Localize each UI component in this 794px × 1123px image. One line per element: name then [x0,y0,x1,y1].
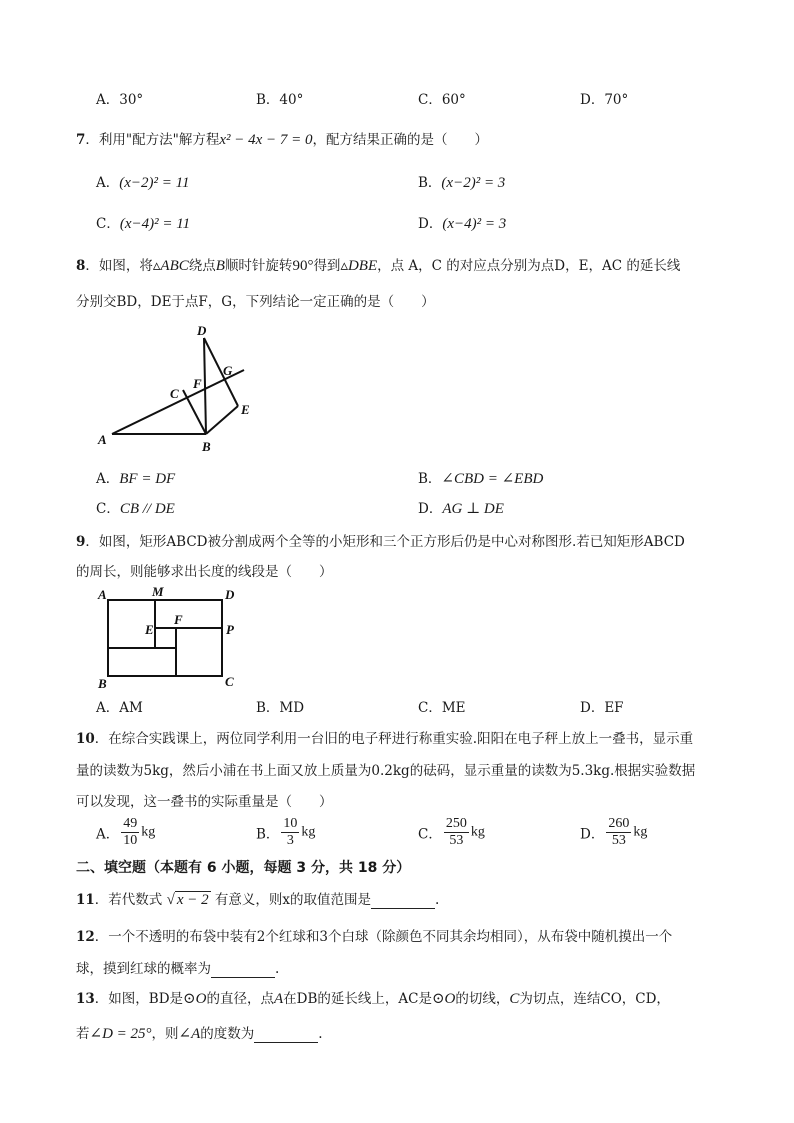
rectangle-abcd [108,600,222,676]
q7-option-d: D．(x−4)² = 3 [418,216,507,232]
equation: x² − 4x − 7 = 0 [219,132,313,148]
question-11: 11．若代数式 √ x − 2 有意义，则x的取值范围是 . [76,892,440,908]
question-text: ，配方结果正确的是（ ） [312,132,489,148]
fraction: $\frac{49}{10}$ [123,816,138,848]
fraction: $\frac{260}{53}$ [608,816,630,848]
q8-option-c: C．CB // DE [96,501,175,517]
q10-option-d: D． $\frac{260}{53}$ kg [580,816,648,848]
label-e: E [241,402,250,417]
q7-option-a: A．(x−2)² = 11 [96,175,190,191]
question-8: 8．如图，将▵ABC绕点B顺时针旋转90°得到▵DBE，点 A，C 的对应点分别为点D，E，AC 的延长线 [76,258,681,274]
q9-option-c: C．ME [418,700,466,716]
fraction: $\frac{250}{53}$ [445,816,467,848]
q7-option-c: C．(x−4)² = 11 [96,216,191,232]
section-heading: 二、填空题（本题有 6 小题，每题 3 分，共 18 分） [76,860,411,876]
label-m: M [152,584,164,599]
segment-de [204,338,238,406]
question-7 [76,128,488,149]
question-9-line2: 的周长，则能够求出长度的线段是（ ） [76,564,333,580]
q9-option-b: B．MD [256,700,305,716]
answer-blank[interactable] [211,961,275,978]
label-p: P [226,622,234,637]
question-10-line3: 可以发现，这一叠书的实际重量是（ ） [76,794,333,810]
question-13: 13．如图，BD是⊙O的直径，点A在DB的延长线上，AC是⊙O的切线，C为切点，连结CO，CD， [76,991,670,1007]
label-g: G [223,363,233,378]
q9-figure [92,584,252,694]
question-12: 12．一个不透明的布袋中装有2个红球和3个白球（除颜色不同其余均相同），从布袋中随机摸出一个 [76,929,673,945]
question-number: 13 [76,991,95,1007]
question-10: 10．在综合实践课上，两位同学利用一台旧的电子秤进行称重实验.阳阳在电子秤上放上一叠书，显示重 [76,731,694,747]
label-d: D [197,323,207,338]
question-number: 12 [76,929,95,945]
label-b: B [98,676,107,691]
label-c: C [170,386,179,401]
square-root: √ x − 2 [166,892,209,908]
q10-option-c: C． $\frac{250}{53}$ kg [418,816,485,848]
q8-option-d: D．AG ⊥ DE [418,501,504,517]
q6-option-d: D．70° [580,92,629,108]
label-d: D [225,587,235,602]
answer-blank[interactable] [371,892,435,909]
q8-option-a: A．BF = DF [96,471,176,487]
answer-blank[interactable] [254,1026,318,1043]
q8-figure [90,318,260,458]
question-8-line2: 分别交BD，DE于点F，G，下列结论一定正确的是（ ） [76,294,435,310]
question-number: 8 [76,258,86,274]
question-number: 9 [76,534,86,550]
label-c: C [225,674,234,689]
q7-option-b: B．(x−2)² = 3 [418,175,506,191]
q6-option-c: C．60° [418,92,466,108]
label-f: F [193,376,202,391]
segment-cb [183,390,206,434]
label-f: F [174,612,183,627]
label-a: A [98,432,107,447]
question-number: 7 [76,132,86,148]
q9-option-d: D．EF [580,700,624,716]
fraction: $\frac{10}{3}$ [283,816,298,848]
q6-option-b: B．40° [256,92,304,108]
label-e: E [145,622,154,637]
label-b: B [202,439,211,454]
q10-option-b: B． $\frac{10}{3}$ kg [256,816,316,848]
q10-option-a: A． $\frac{49}{10}$ kg [96,816,156,848]
question-number: 11 [76,892,95,908]
q9-option-a: A．AM [96,700,143,716]
question-number: 10 [76,731,95,747]
segment-bd [204,338,206,434]
q8-option-b: B．∠CBD = ∠EBD [418,471,544,487]
question-12-line2: 球，摸到红球的概率为 . [76,961,280,977]
segment-be [206,406,238,434]
question-10-line2: 量的读数为5kg，然后小浦在书上面又放上质量为0.2kg的砝码，显示重量的读数为5.3kg.根据实验数据 [76,763,696,779]
question-13-line2: 若∠D = 25°，则∠A的度数为 . [76,1026,323,1042]
q6-option-a: A．30° [96,92,144,108]
question-text: ．利用"配方法"解方程 [85,132,220,148]
label-a: A [98,587,107,602]
question-9: 9．如图，矩形ABCD被分割成两个全等的小矩形和三个正方形后仍是中心对称图形.若已知矩形ABCD [76,534,685,550]
